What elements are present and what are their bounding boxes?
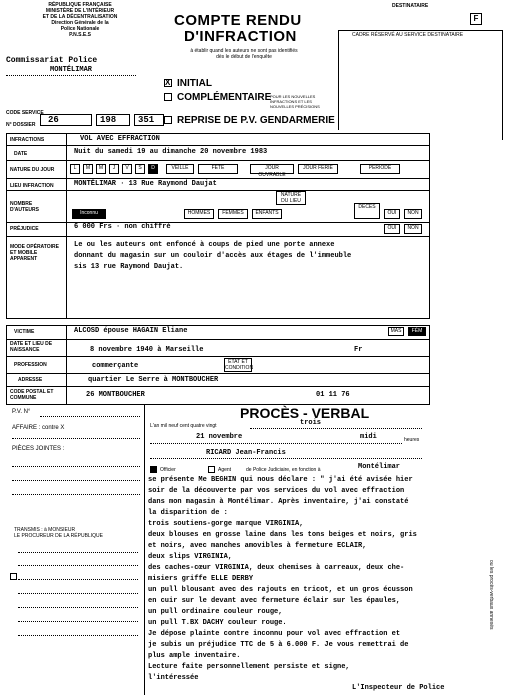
header-line: P.N.S.E.S bbox=[69, 32, 91, 38]
code-service-value: 26 bbox=[48, 115, 59, 125]
day-cell[interactable]: M bbox=[96, 164, 106, 174]
mode-line: Le ou les auteurs ont enfoncé à coups de pied une porte annexe bbox=[74, 241, 335, 249]
declaration-body bbox=[148, 476, 486, 685]
naissance-value: 8 novembre 1940 à Marseille bbox=[90, 346, 204, 354]
deces-cell: DÉCÈS bbox=[354, 203, 380, 219]
option-complementaire: COMPLÉMENTAIRE bbox=[177, 92, 272, 103]
pieces-label: PIÈCES JOINTES : bbox=[12, 446, 65, 452]
victime-label: VICTIME bbox=[14, 329, 35, 335]
deces-non[interactable]: NON bbox=[404, 209, 422, 219]
header-line: Direction Générale de la bbox=[51, 20, 109, 26]
declaration-line: l'intéressée bbox=[148, 674, 199, 682]
agent-checkbox[interactable] bbox=[208, 466, 215, 473]
lieu-label: LIEU INFRACTION bbox=[10, 183, 54, 189]
pv-title: PROCÈS - VERBAL bbox=[240, 405, 370, 421]
prejudice-non[interactable]: NON bbox=[404, 224, 422, 234]
veille-cell[interactable]: VEILLE bbox=[166, 164, 194, 174]
declaration-line: dans mon magasin à Montélimar. Après inventaire, j'ai constaté bbox=[148, 498, 409, 506]
victime-masc[interactable]: MAS bbox=[388, 327, 404, 336]
mode-line: sis 13 rue Raymond Daujat. bbox=[74, 263, 184, 271]
infraction-label: INFRACTIONS bbox=[10, 137, 45, 143]
transmis-checkbox[interactable] bbox=[10, 573, 17, 580]
service-city: MONTÉLIMAR bbox=[50, 66, 93, 74]
code-service-label: CODE SERVICE bbox=[6, 110, 44, 116]
option-initial: INITIAL bbox=[177, 78, 212, 89]
prejudice-value: 6 000 Frs · non chiffré bbox=[74, 223, 171, 231]
declaration-line: se présente Me BEGHIN qui nous déclare : " j'ai été avisée hier bbox=[148, 476, 413, 484]
header-line: RÉPUBLIQUE FRANÇAISE bbox=[48, 2, 112, 8]
service-name: Commissariat Police bbox=[6, 56, 98, 65]
day-cell[interactable]: M bbox=[83, 164, 93, 174]
prejudice-label: PRÉJUDICE bbox=[10, 226, 39, 232]
numero-value: 198 bbox=[100, 115, 117, 125]
transmis-line-1: TRANSMIS : à MONSIEUR bbox=[14, 527, 76, 533]
side-note: ou les procès-verbaux annexés bbox=[488, 560, 494, 630]
declaration-line: Je dépose plainte contre inconnu pour vol avec effraction et bbox=[148, 630, 401, 638]
officier-label: Officier bbox=[160, 467, 176, 473]
nationalite-value: Fr bbox=[354, 346, 363, 354]
declaration-line: plus ample inventaire. bbox=[148, 652, 241, 660]
declaration-line: misiers griffe ELLE DERBY bbox=[148, 575, 254, 583]
auteurs-inconnu-cell[interactable]: Inconnu bbox=[72, 209, 106, 219]
declaration-line: des caches-cœur VIRGINIA, deux chemises à carreaux, deux che- bbox=[148, 564, 405, 572]
periode-cell[interactable]: PÉRIODE bbox=[360, 164, 400, 174]
mode-label: MODE OPÉRATOIRE ET MOBILE APPARENT bbox=[10, 244, 59, 262]
declaration-line: un pull blousant avec des rajouts en tricot, et un gros écusson bbox=[148, 586, 413, 594]
prejudice-oui[interactable]: OUI bbox=[384, 224, 400, 234]
agent-label: Agent bbox=[218, 467, 232, 473]
mode-line: donnant du magasin sur un couloir d'accès aux étages de l'immeuble bbox=[74, 252, 352, 260]
day-cell-selected[interactable]: D bbox=[148, 164, 158, 174]
day-cell[interactable]: L bbox=[70, 164, 80, 174]
profession-value: commerçante bbox=[92, 362, 139, 370]
form-title-2: D'INFRACTION bbox=[184, 28, 297, 45]
signature-label: L'Inspecteur de Police bbox=[352, 684, 445, 692]
declaration-line: Lecture faite personnellement persiste et signe, bbox=[148, 663, 350, 671]
initial-check-mark: X bbox=[165, 78, 171, 87]
transmis-line-2: LE PROCUREUR DE LA RÉPUBLIQUE bbox=[14, 533, 103, 539]
heures-label: heures bbox=[404, 437, 420, 443]
police-city: Montélimar bbox=[358, 463, 401, 471]
year-value: 351 bbox=[138, 115, 155, 125]
initial-checkbox[interactable] bbox=[164, 79, 172, 87]
option-reprise: REPRISE DE P.V. GENDARMERIE bbox=[177, 115, 335, 126]
nature-lieu-cell: NATURE DU LIEU bbox=[276, 191, 306, 205]
an-label: L'an mil neuf cent quatre vingt bbox=[150, 423, 217, 429]
form-subtitle bbox=[164, 48, 324, 60]
declaration-line: en cuir sur le devant avec fermeture éclair sur les épaules, bbox=[148, 597, 401, 605]
lieu-value: MONTÉLIMAR · 13 Rue Raymond Daujat bbox=[74, 180, 217, 188]
profession-label: PROFESSION bbox=[14, 362, 47, 368]
declaration-line: la disparition de : bbox=[148, 509, 228, 517]
destinataire-label: DESTINATAIRE bbox=[392, 3, 429, 9]
deces-oui[interactable]: OUI bbox=[384, 209, 400, 219]
nombre-auteurs-label: NOMBRE D'AUTEURS bbox=[10, 201, 39, 213]
auteurs-femmes-cell[interactable]: FEMMES bbox=[218, 209, 248, 219]
officer-name: RICARD Jean-Francis bbox=[206, 449, 286, 457]
date-label: DATE bbox=[14, 151, 28, 157]
fete-cell[interactable]: FÊTE bbox=[198, 164, 238, 174]
naissance-label: DATE ET LIEU DE NAISSANCE bbox=[10, 341, 53, 353]
header-ministry bbox=[30, 2, 130, 38]
declaration-line: trois soutiens-gorge marque VIRGINIA, bbox=[148, 520, 304, 528]
victime-fem[interactable]: FÉM bbox=[408, 327, 426, 336]
day-cell[interactable]: S bbox=[135, 164, 145, 174]
victime-value: ALCOSD épouse HAGAIN Eliane bbox=[74, 327, 188, 335]
declaration-line: un pull T.BX DACHY couleur rouge. bbox=[148, 619, 287, 627]
day-cell[interactable]: J bbox=[109, 164, 119, 174]
officier-checkbox[interactable] bbox=[150, 466, 157, 473]
numero-label: N° DOSSIER bbox=[6, 122, 36, 128]
declaration-line: et noirs, avec manches amovibles à fermeture ECLAIR, bbox=[148, 542, 367, 550]
day-cell[interactable]: V bbox=[122, 164, 132, 174]
form-title-1: COMPTE RENDU bbox=[174, 12, 302, 29]
header-line: ET DE LA DÉCENTRALISATION bbox=[42, 14, 118, 20]
jour-ouvrable-cell[interactable]: JOUR OUVRABLE bbox=[250, 164, 294, 174]
an-value: trois bbox=[300, 419, 322, 427]
adresse-value: quartier Le Serre à MONTBOUCHER bbox=[88, 376, 219, 384]
declaration-line: un pull ordinaire couleur rouge, bbox=[148, 608, 283, 616]
date-value: Nuit du samedi 19 au dimanche 20 novembre 1983 bbox=[74, 148, 268, 156]
complementaire-note: POUR LES NOUVELLES INFRACTIONS ET LES NOUVELLES PRÉCISIONS bbox=[270, 94, 320, 109]
etat-cell: ÉTAT ET CONDITION bbox=[225, 359, 254, 371]
code-postal-value: 26 MONTBOUCHER bbox=[86, 391, 145, 399]
form-letter: F bbox=[470, 13, 482, 25]
subtitle-line: dès le début de l'enquête bbox=[216, 54, 272, 60]
victime-frame bbox=[6, 325, 430, 405]
complementaire-checkbox[interactable] bbox=[164, 93, 172, 101]
pv-number-label: P.V. N° bbox=[12, 409, 31, 415]
header-line: MINISTÈRE DE L'INTÉRIEUR bbox=[45, 8, 115, 14]
declaration-line: deux slips VIRGINIA, bbox=[148, 553, 233, 561]
adresse-label: ADRESSE bbox=[18, 377, 43, 383]
declaration-line: je subis un préjudice TTC de 5 à 6.000 F. Je vous remettrai de bbox=[148, 641, 409, 649]
declaration-line: deux blouses en grosse laine dans les tons beiges et noirs, gris bbox=[148, 531, 417, 539]
affaire-label: AFFAIRE : contre X bbox=[12, 425, 65, 431]
jour-ferie-cell[interactable]: JOUR FÉRIÉ bbox=[298, 164, 338, 174]
auteurs-hommes-cell[interactable]: HOMMES bbox=[184, 209, 214, 219]
declaration-line: soir de la découverte par vos services du vol avec effraction bbox=[148, 487, 405, 495]
nature-jour-label: NATURE DU JOUR bbox=[10, 167, 55, 173]
code-postal-label: CODE POSTAL ET COMMUNE bbox=[10, 389, 54, 401]
date-pv-value: 21 novembre bbox=[196, 433, 243, 441]
subtitle-line: à établir quand les auteurs ne sont pas identifiés bbox=[190, 48, 298, 54]
cadre-service-label: CADRE RÉSERVÉ AU SERVICE DESTINATAIRE bbox=[352, 32, 464, 38]
auteurs-enfants-cell[interactable]: ENFANTS bbox=[252, 209, 282, 219]
reprise-checkbox[interactable] bbox=[164, 116, 172, 124]
police-label: de Police Judiciaire, en fonction à bbox=[246, 467, 321, 473]
heure-value: midi bbox=[360, 433, 377, 441]
header-line: Police Nationale bbox=[60, 26, 100, 32]
infraction-value: VOL AVEC EFFRACTION bbox=[80, 135, 160, 143]
telephone-value: 01 11 76 bbox=[316, 391, 350, 399]
